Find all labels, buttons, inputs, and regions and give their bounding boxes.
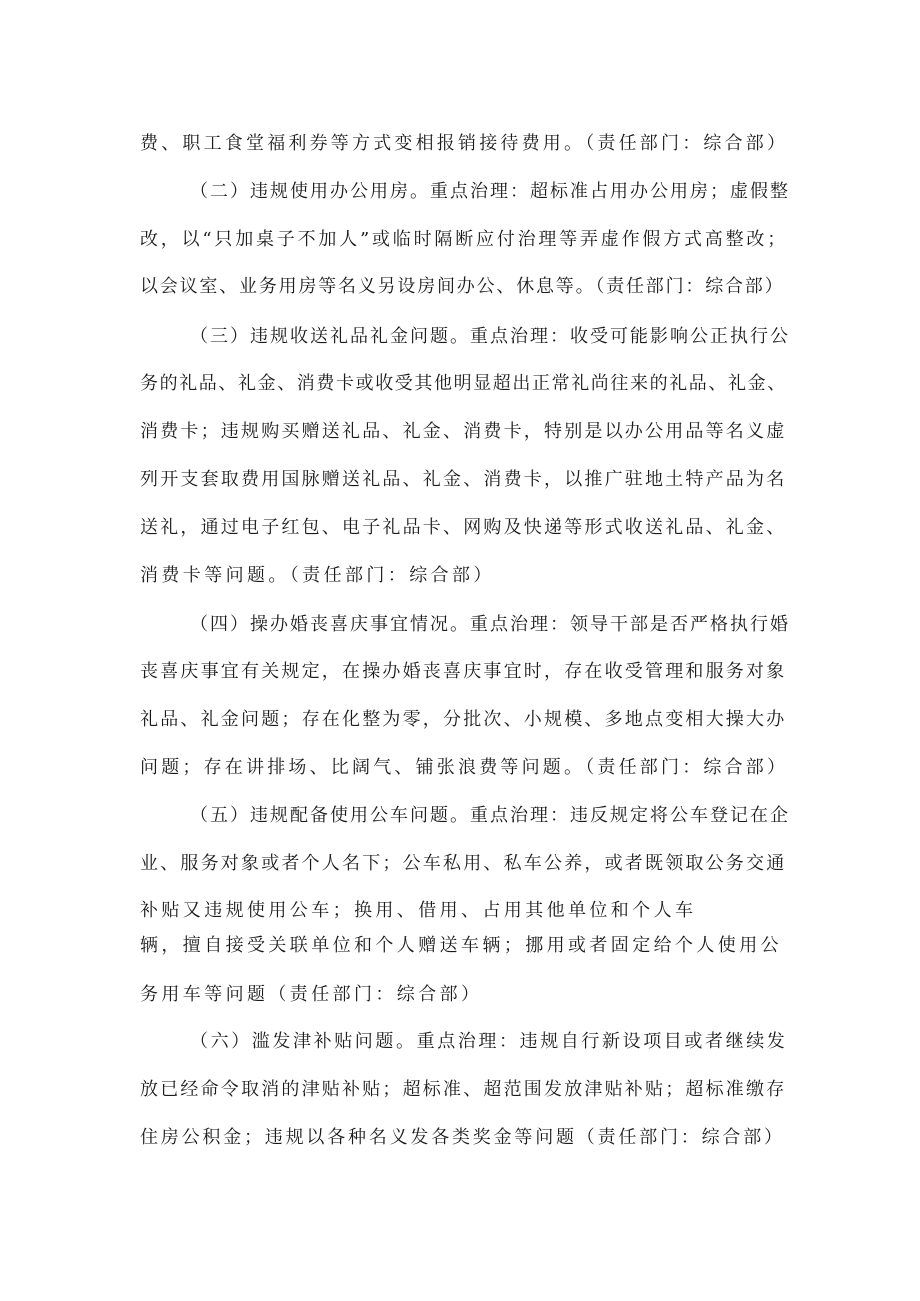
paragraph-line: 礼品、礼金问题；存在化整为零，分批次、小规模、多地点变相大操大办: [140, 709, 787, 730]
paragraph-line: 问题；存在讲排场、比阔气、铺张浪费等问题。（责任部门：综合部）: [140, 757, 789, 778]
paragraph-line: 放已经命令取消的津贴补贴；超标准、超范围发放津贴补贴；超标准缴存: [140, 1079, 787, 1100]
paragraph-line: 务的礼品、礼金、消费卡或收受其他明显超出正常礼尚往来的礼品、礼金、: [140, 373, 787, 394]
paragraph-line: 列开支套取费用国脉赠送礼品、礼金、消费卡，以推广驻地土特产品为名: [140, 469, 787, 490]
paragraph-line: （四）操办婚丧喜庆事宜情况。重点治理：领导干部是否严格执行婚: [190, 614, 790, 635]
paragraph-line: 费、职工食堂福利券等方式变相报销接待费用。（责任部门：综合部）: [140, 133, 789, 154]
paragraph-line: 消费卡；违规购买赠送礼品、礼金、消费卡，特别是以办公用品等名义虚: [140, 421, 787, 442]
paragraph-line: 住房公积金；违规以各种名义发各类奖金等问题（责任部门：综合部）: [140, 1127, 785, 1148]
paragraph-line: 送礼，通过电子红包、电子礼品卡、网购及快递等形式收送礼品、礼金、: [140, 517, 787, 538]
paragraph-line: 辆，擅自接受关联单位和个人赠送车辆；挪用或者固定给个人使用公: [140, 935, 782, 956]
paragraph-line: 以会议室、业务用房等名义另设房间办公、休息等。（责任部门：综合部）: [140, 276, 785, 297]
paragraph-line: 业、服务对象或者个人名下；公车私用、私车公养，或者既领取公务交通: [140, 853, 787, 874]
paragraph-line: 务用车等问题（责任部门：综合部）: [140, 984, 483, 1005]
paragraph-line: 消费卡等问题。（责任部门：综合部）: [140, 565, 495, 586]
paragraph-line: 补贴又违规使用公车；换用、借用、占用其他单位和个人车: [140, 900, 697, 921]
paragraph-line: 丧喜庆事宜有关规定，在操办婚丧喜庆事宜时，存在收受管理和服务对象: [140, 661, 787, 682]
paragraph-line: （三）违规收送礼品礼金问题。重点治理：收受可能影响公正执行公: [190, 326, 790, 347]
paragraph-line: （二）违规使用办公用房。重点治理：超标准占用办公用房；虚假整: [190, 181, 790, 202]
paragraph-line: 改，以“只加桌子不加人”或临时隔断应付治理等弄虚作假方式高整改；: [140, 229, 789, 250]
paragraph-line: （六）滥发津补贴问题。重点治理：违规自行新设项目或者继续发: [190, 1031, 788, 1052]
paragraph-line: （五）违规配备使用公车问题。重点治理：违反规定将公车登记在企: [190, 805, 790, 826]
